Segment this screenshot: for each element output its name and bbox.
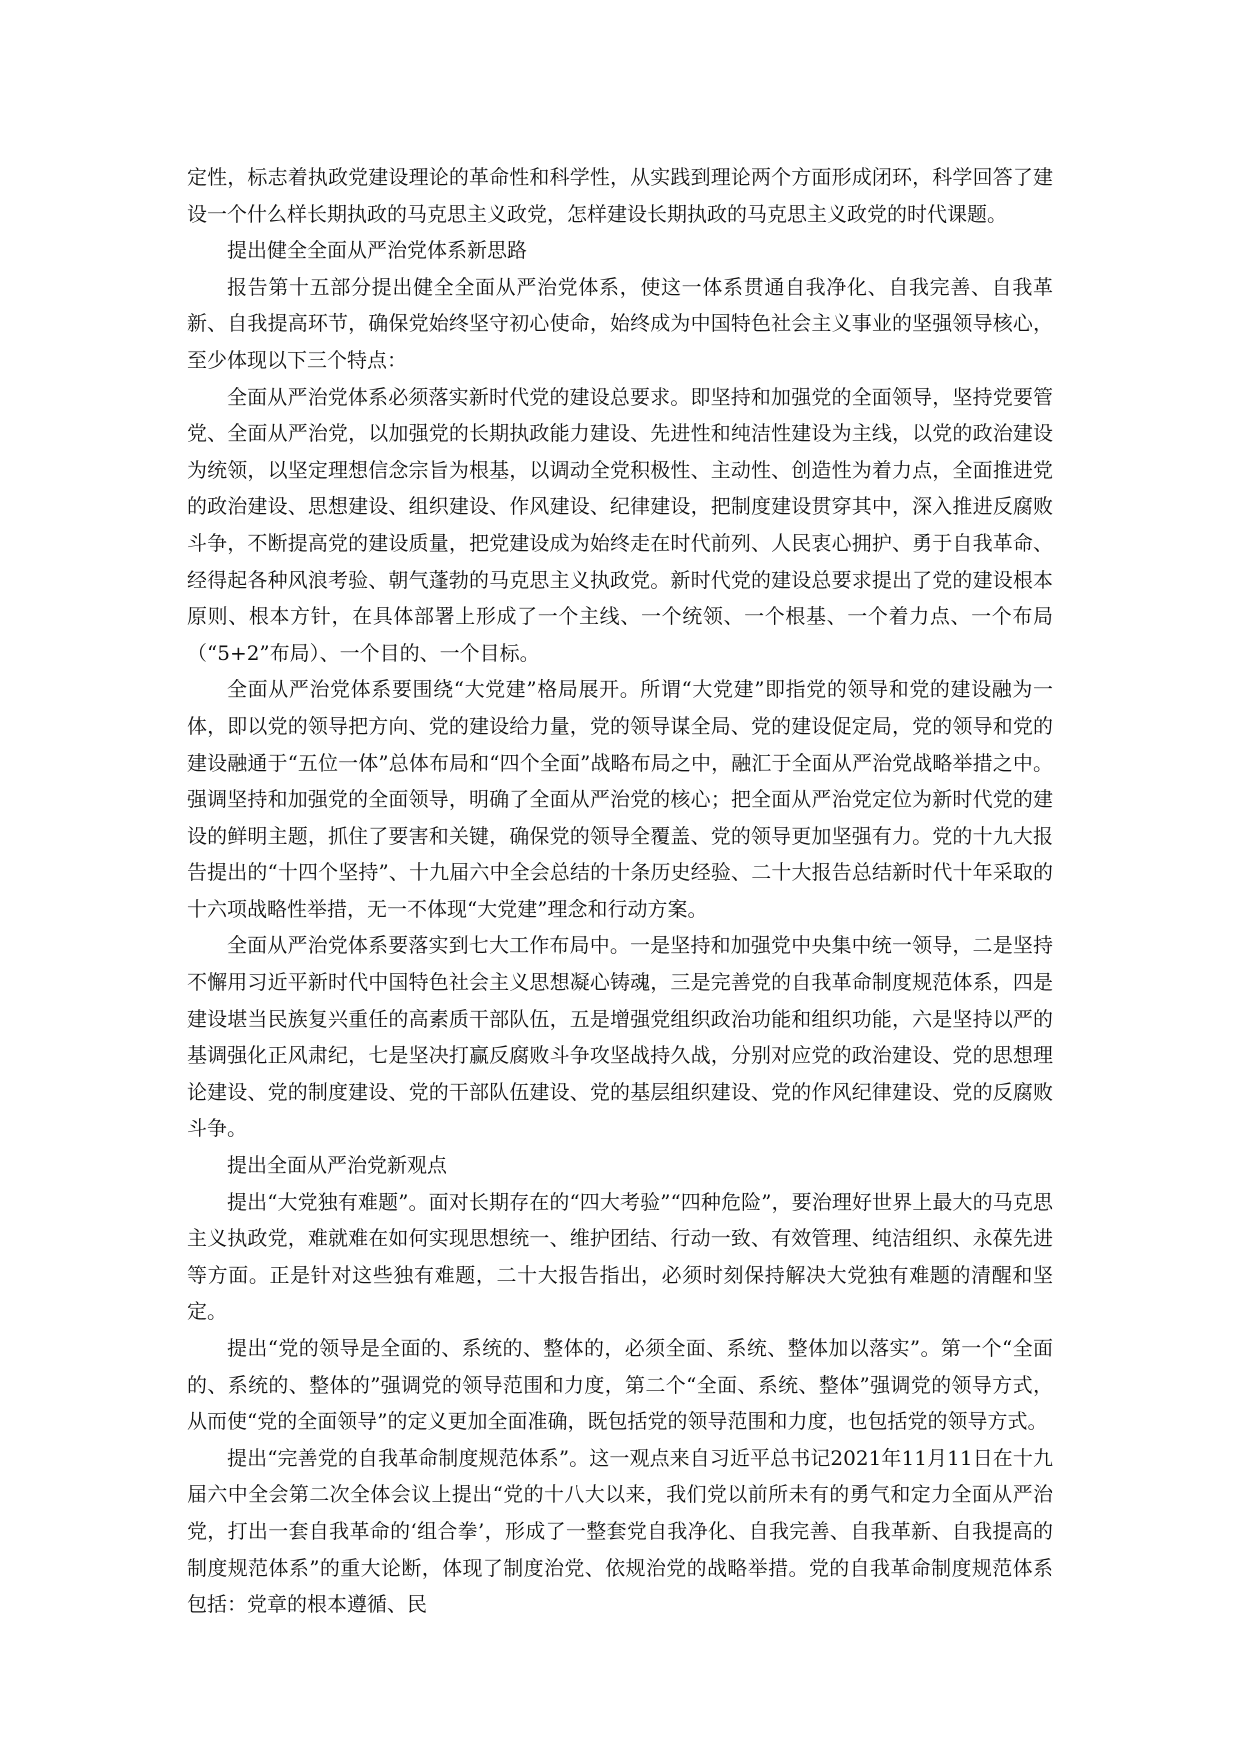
section-heading: 提出健全全面从严治党体系新思路 (227, 238, 527, 263)
body-paragraph: 提出“党的领导是全面的、系统的、整体的，必须全面、系统、整体加以落实”。第一个“全面的、系统的、整体的”强调党的领导范围和力度，第二个“全面、系统、整体”强调党的领导方式，从而使“党的全面领导”的定义更加全面准确，既包括党的领导范围和力度，也包括党的领导方式。 (187, 1336, 1053, 1434)
body-paragraph: 全面从严治党体系要落实到七大工作布局中。一是坚持和加强党中央集中统一领导，二是坚持不懈用习近平新时代中国特色社会主义思想凝心铸魂，三是完善党的自我革命制度规范体系，四是建设堪当民族复兴重任的高素质干部队伍，五是增强党组织政治功能和组织功能，六是坚持以严的基调强化正风肃纪，七是坚决打赢反腐败斗争攻坚战持久战，分别对应党的政治建设、党的思想理论建设、党的制度建设、党的干部队伍建设、党的基层组织建设、党的作风纪律建设、党的反腐败斗争。 (187, 933, 1053, 1141)
paragraph-continuation: 定性，标志着执政党建设理论的革命性和科学性，从实践到理论两个方面形成闭环，科学回答了建设一个什么样长期执政的马克思主义政党，怎样建设长期执政的马克思主义政党的时代课题。 (187, 165, 1053, 226)
body-paragraph: 全面从严治党体系要围绕“大党建”格局展开。所谓“大党建”即指党的领导和党的建设融为一体，即以党的领导把方向、党的建设给力量，党的领导谋全局、党的建设促定局，党的领导和党的建设融通于“五位一体”总体布局和“四个全面”战略布局之中，融汇于全面从严治党战略举措之中。强调坚持和加强党的全面领导，明确了全面从严治党的核心；把全面从严治党定位为新时代党的建设的鲜明主题，抓住了要害和关键，确保党的领导全覆盖、党的领导更加坚强有力。党的十九大报告提出的“十四个坚持”、十九届六中全会总结的十条历史经验、二十大报告总结新时代十年采取的十六项战略性举措，无一不体现“大党建”理念和行动方案。 (187, 677, 1053, 921)
body-paragraph: 提出“完善党的自我革命制度规范体系”。这一观点来自习近平总书记2021年11月11日在十九届六中全会第二次全体会议上提出“党的十八大以来，我们党以前所未有的勇气和定力全面从严治党，打出一套自我革命的‘组合拳’，形成了一整套党自我净化、自我完善、自我革新、自我提高的制度规范体系”的重大论断，体现了制度治党、依规治党的战略举措。党的自我革命制度规范体系包括：党章的根本遵循、民 (187, 1445, 1053, 1617)
body-paragraph: 提出“大党独有难题”。面对长期存在的“四大考验”“四种危险”，要治理好世界上最大的马克思主义执政党，难就难在如何实现思想统一、维护团结、行动一致、有效管理、纯洁组织、永葆先进等方面。正是针对这些独有难题，二十大报告指出，必须时刻保持解决大党独有难题的清醒和坚定。 (187, 1189, 1053, 1324)
body-paragraph: 全面从严治党体系必须落实新时代党的建设总要求。即坚持和加强党的全面领导，坚持党要管党、全面从严治党，以加强党的长期执政能力建设、先进性和纯洁性建设为主线，以党的政治建设为统领，以坚定理想信念宗旨为根基，以调动全党积极性、主动性、创造性为着力点，全面推进党的政治建设、思想建设、组织建设、作风建设、纪律建设，把制度建设贯穿其中，深入推进反腐败斗争，不断提高党的建设质量，把党建设成为始终走在时代前列、人民衷心拥护、勇于自我革命、经得起各种风浪考验、朝气蓬勃的马克思主义执政党。新时代党的建设总要求提出了党的建设根本原则、根本方针，在具体部署上形成了一个主线、一个统领、一个根基、一个着力点、一个布局（“5+2”布局）、一个目的、一个目标。 (187, 384, 1053, 665)
section-heading: 提出全面从严治党新观点 (227, 1153, 447, 1178)
document-body (187, 159, 1053, 1623)
body-paragraph: 报告第十五部分提出健全全面从严治党体系，使这一体系贯通自我净化、自我完善、自我革新、自我提高环节，确保党始终坚守初心使命，始终成为中国特色社会主义事业的坚强领导核心，至少体现以下三个特点： (187, 274, 1053, 372)
